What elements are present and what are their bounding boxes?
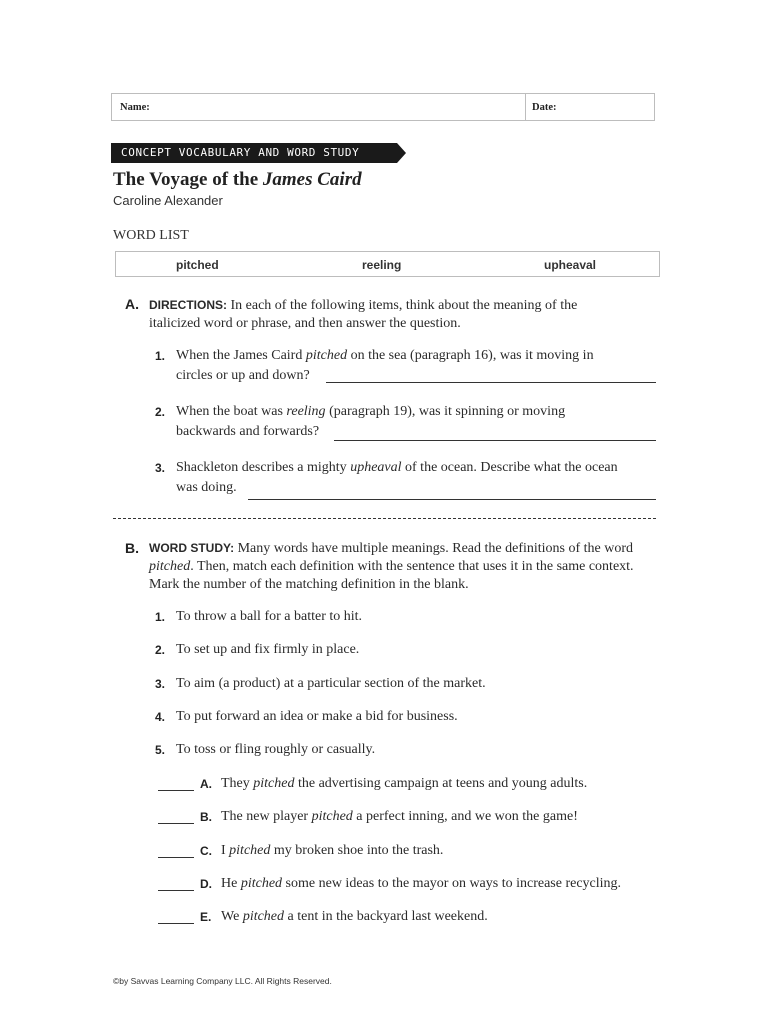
directions-text: In each of the following items, think about the meaning of the italicized word or phrase, and then answer the question. — [149, 298, 578, 331]
word-list-label: WORD LIST — [113, 228, 189, 243]
question-3-line2: was doing. — [176, 480, 237, 495]
name-label: Name: — [120, 102, 150, 113]
definition-number: 4. — [155, 710, 166, 724]
question-1-line2: circles or up and down? — [176, 368, 310, 383]
sentence-text: a perfect inning, and we won the game! — [352, 809, 578, 824]
vocab-word: upheaval — [350, 460, 402, 475]
word-list-box — [115, 251, 660, 277]
vocab-word: reeling — [286, 404, 326, 419]
vocab-word: pitched — [242, 909, 285, 924]
sentence-text: some new ideas to the mayor on ways to increase recycling. — [282, 876, 622, 891]
definition-number: 2. — [155, 643, 166, 657]
section-b-letter: B. — [125, 540, 139, 556]
answer-blank-e[interactable] — [158, 923, 194, 924]
section-a-letter: A. — [125, 296, 139, 312]
sentence-letter: A. — [200, 777, 212, 791]
question-text: Shackleton describes a mighty — [176, 460, 351, 475]
page-title — [113, 169, 362, 191]
title-main: The Voyage of the — [113, 169, 263, 190]
answer-blank-c[interactable] — [158, 857, 194, 858]
word-list-item: pitched — [176, 258, 219, 272]
item-number: 3. — [155, 461, 166, 475]
instructions-text: . Then, match each definition with the sentence that uses it in the same context. Mark the number of the matching definition in the blank. — [149, 559, 634, 592]
vocab-word: pitched — [240, 876, 283, 891]
sentence-letter: C. — [200, 844, 212, 858]
item-number: 1. — [155, 349, 166, 363]
definition-text: To toss or fling roughly or casually. — [176, 742, 376, 757]
answer-line-2[interactable] — [334, 440, 656, 441]
definition-text: To throw a ball for a batter to hit. — [176, 609, 363, 624]
answer-blank-d[interactable] — [158, 890, 194, 891]
answer-line-1[interactable] — [326, 382, 656, 383]
name-date-divider — [525, 94, 526, 120]
item-number: 2. — [155, 405, 166, 419]
sentence-text: my broken shoe into the trash. — [270, 843, 444, 858]
definition-number: 5. — [155, 743, 166, 757]
definition-text: To aim (a product) at a particular section of the market. — [176, 676, 486, 691]
question-text: When the James Caird — [176, 348, 306, 363]
word-study-label: WORD STUDY: — [149, 541, 235, 555]
vocab-word: pitched — [149, 559, 191, 574]
sentence-text: the advertising campaign at teens and young adults. — [294, 776, 588, 791]
sentence-b — [221, 807, 578, 827]
question-text: on the sea (paragraph 16), was it moving in — [347, 348, 594, 363]
sentence-letter: E. — [200, 910, 212, 924]
copyright-footer: ©by Savvas Learning Company LLC. All Rights Reserved. — [113, 976, 332, 986]
vocab-word: pitched — [311, 809, 353, 824]
definition-text: To set up and fix firmly in place. — [176, 642, 360, 657]
title-italic: James Caird — [262, 169, 362, 190]
instructions-text: Many words have multiple meanings. Read the definitions of the word — [234, 541, 634, 556]
sentence-text: I — [221, 843, 230, 858]
question-2-line2: backwards and forwards? — [176, 424, 320, 439]
date-label: Date: — [532, 102, 557, 113]
author: Caroline Alexander — [113, 193, 223, 208]
question-text: of the ocean. Describe what the ocean — [401, 460, 618, 475]
question-1 — [176, 346, 646, 366]
vocab-word: pitched — [305, 348, 348, 363]
question-text: When the boat was — [176, 404, 287, 419]
name-date-box — [111, 93, 655, 121]
sentence-text: a tent in the backyard last weekend. — [284, 909, 488, 924]
vocab-word: pitched — [229, 843, 271, 858]
definition-text: To put forward an idea or make a bid for business. — [176, 709, 458, 724]
answer-line-3[interactable] — [248, 499, 656, 500]
question-text: (paragraph 19), was it spinning or moving — [325, 404, 566, 419]
sentence-e — [221, 907, 488, 927]
question-2 — [176, 402, 646, 422]
sentence-c — [221, 841, 443, 861]
directions-label: DIRECTIONS: — [149, 298, 227, 312]
word-list-item: reeling — [362, 258, 402, 272]
sentence-letter: D. — [200, 877, 212, 891]
banner-arrow — [397, 143, 406, 163]
sentence-text: They — [221, 776, 254, 791]
sentence-text: He — [221, 876, 241, 891]
word-list-item: upheaval — [544, 258, 597, 272]
answer-blank-a[interactable] — [158, 790, 194, 791]
section-b-instructions — [149, 539, 659, 594]
sentence-letter: B. — [200, 810, 212, 824]
section-a-directions — [149, 296, 629, 333]
definition-number: 1. — [155, 610, 166, 624]
sentence-d — [221, 874, 621, 894]
sentence-text: We — [221, 909, 243, 924]
section-banner: CONCEPT VOCABULARY AND WORD STUDY — [111, 143, 397, 163]
question-3 — [176, 458, 656, 478]
answer-blank-b[interactable] — [158, 823, 194, 824]
section-divider — [113, 518, 656, 519]
definition-number: 3. — [155, 677, 166, 691]
vocab-word: pitched — [253, 776, 295, 791]
sentence-a — [221, 774, 587, 794]
sentence-text: The new player — [221, 809, 312, 824]
